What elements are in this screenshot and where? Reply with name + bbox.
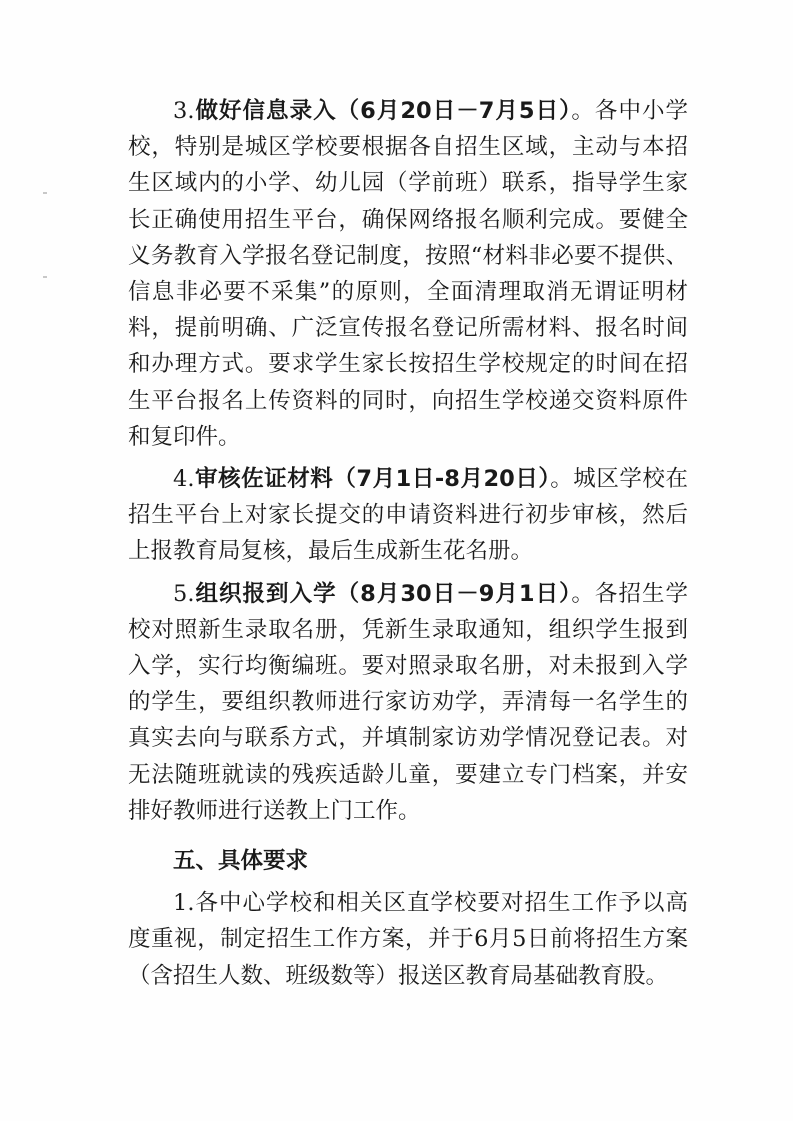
- document-body: [128, 93, 688, 994]
- item-date-range: （7月1日-8月20日）: [333, 466, 551, 493]
- item-title: 做好信息录入: [194, 98, 337, 124]
- item-number: 5.: [173, 580, 195, 607]
- item-number: 4.: [173, 466, 195, 493]
- item-number: 3.: [173, 98, 195, 124]
- item-date-range: （8月30日－9月1日）: [336, 580, 572, 607]
- item-title: 组织报到入学: [194, 580, 337, 607]
- item-title: 审核佐证材料: [194, 466, 334, 493]
- item-text: 。各招生学校对照新生录取名册，凭新生录取通知，组织学生报到入学，实行均衡编班。要对照录取名册，对未报到入学的学生，要组织教师进行家访劝学，弄清每一名学生的真实去向与联系方式，并填制家访劝学情况登记表。对无法随班就读的残疾适龄儿童，要建立专门档案，并安排好教师进行送教上门工作。: [128, 580, 688, 824]
- item-date-range: （6月20日－7月5日）: [336, 98, 572, 124]
- item-text: 。城区学校在招生平台上对家长提交的申请资料进行初步审核，然后上报教育局复核，最后生成新生花名册。: [128, 466, 688, 565]
- paragraph-requirement-1: 1.各中心学校和相关区直学校要对招生工作予以高度重视，制定招生工作方案，并于6月5日前将招生方案（含招生人数、班级数等）报送区教育局基础教育股。: [128, 890, 688, 989]
- paragraph-item-4: [128, 461, 688, 570]
- section-heading: 五、具体要求: [173, 848, 309, 875]
- paragraph-item-5: [128, 576, 688, 829]
- item-text: 。各中小学校，特别是城区学校要根据各自招生区域，主动与本招生区域内的小学、幼儿园（学前班）联系，指导学生家长正确使用招生平台，确保网络报名顺利完成。要健全义务教育入学报名登记制度，按照“材料非必要不提供、信息非必要不采集”的原则，全面清理取消无谓证明材料，提前明确、广泛宣传报名登记所需材料、报名时间和办理方式。要求学生家长按招生学校规定的时间在招生平台报名上传资料的同时，向招生学校递交资料原件和复印件。: [128, 98, 688, 450]
- paragraph-item-3: [128, 93, 688, 455]
- margin-mark: [43, 276, 47, 278]
- margin-mark: [43, 192, 47, 194]
